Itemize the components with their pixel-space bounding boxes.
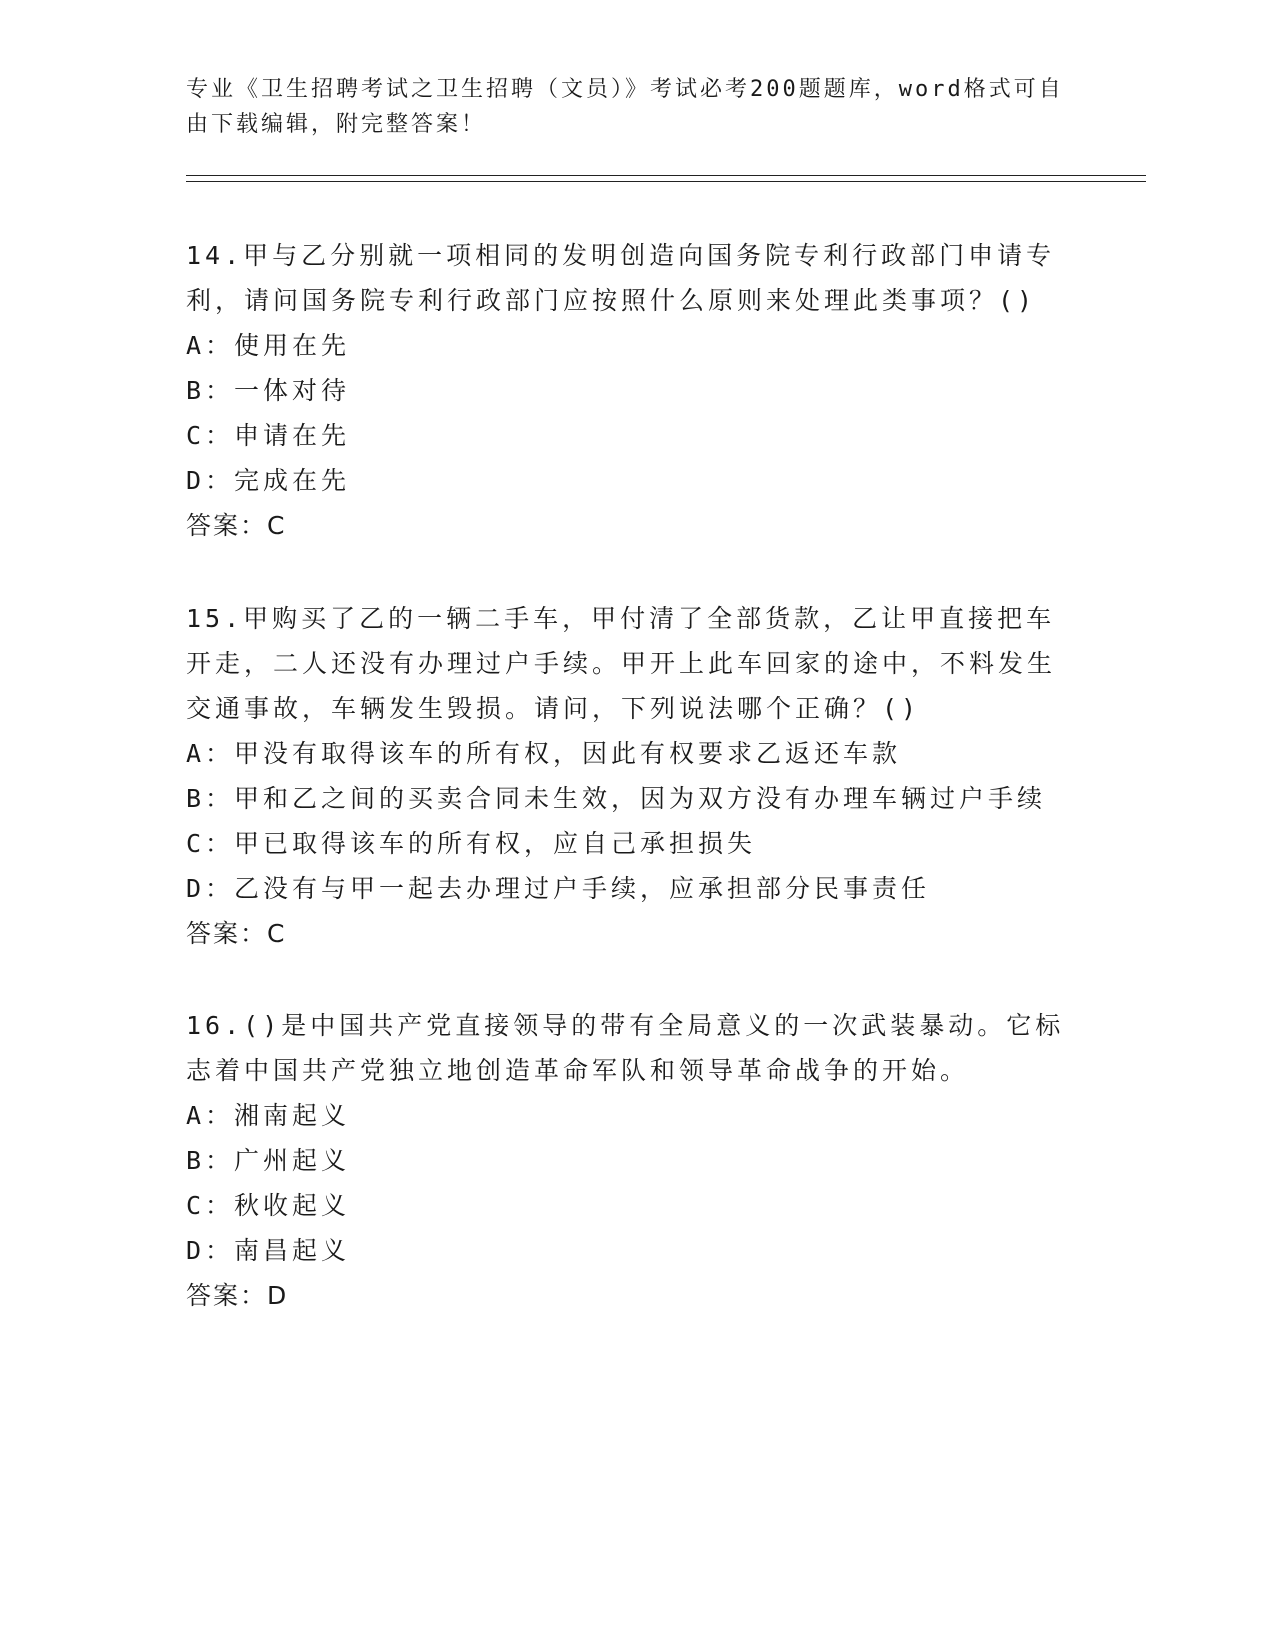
document-header: 专业《卫生招聘考试之卫生招聘（文员）》考试必考200题题库，word格式可自由下载编辑，附完整答案！ [186,77,1064,137]
option-d: D：完成在先 [186,466,351,495]
question-text: 15.甲购买了乙的一辆二手车，甲付清了全部货款，乙让甲直接把车开走，二人还没有办理过户手续。甲开上此车回家的途中，不料发生交通事故，车辆发生毁损。请问，下列说法哪个正确？() [186,604,1057,723]
answer: 答案：C [186,919,287,948]
option-c: C：甲已取得该车的所有权，应自己承担损失 [186,829,757,858]
option-b: B：甲和乙之间的买卖合同未生效，因为双方没有办理车辆过户手续 [186,784,1047,813]
header-rule-top [186,175,1146,176]
question-text: 14.甲与乙分别就一项相同的发明创造向国务院专利行政部门申请专利，请问国务院专利行政部门应按照什么原则来处理此类事项？() [186,241,1056,315]
option-d: D：乙没有与甲一起去办理过户手续，应承担部分民事责任 [186,874,931,903]
option-a: A：湘南起义 [186,1101,351,1130]
header-rule-bottom [186,181,1146,182]
question-16 [186,1003,1066,1319]
option-a: A：甲没有取得该车的所有权，因此有权要求乙返还车款 [186,739,902,768]
option-c: C：申请在先 [186,421,351,450]
option-a: A：使用在先 [186,331,351,360]
answer: 答案：C [186,511,287,540]
option-c: C：秋收起义 [186,1191,351,1220]
answer: 答案：D [186,1281,289,1310]
question-text: 16.()是中国共产党直接领导的带有全局意义的一次武装暴动。它标志着中国共产党独立地创造革命军队和领导革命战争的开始。 [186,1011,1065,1085]
option-b: B：广州起义 [186,1146,351,1175]
option-b: B：一体对待 [186,376,351,405]
question-14 [186,233,1066,549]
question-15 [186,596,1066,957]
option-d: D：南昌起义 [186,1236,351,1265]
